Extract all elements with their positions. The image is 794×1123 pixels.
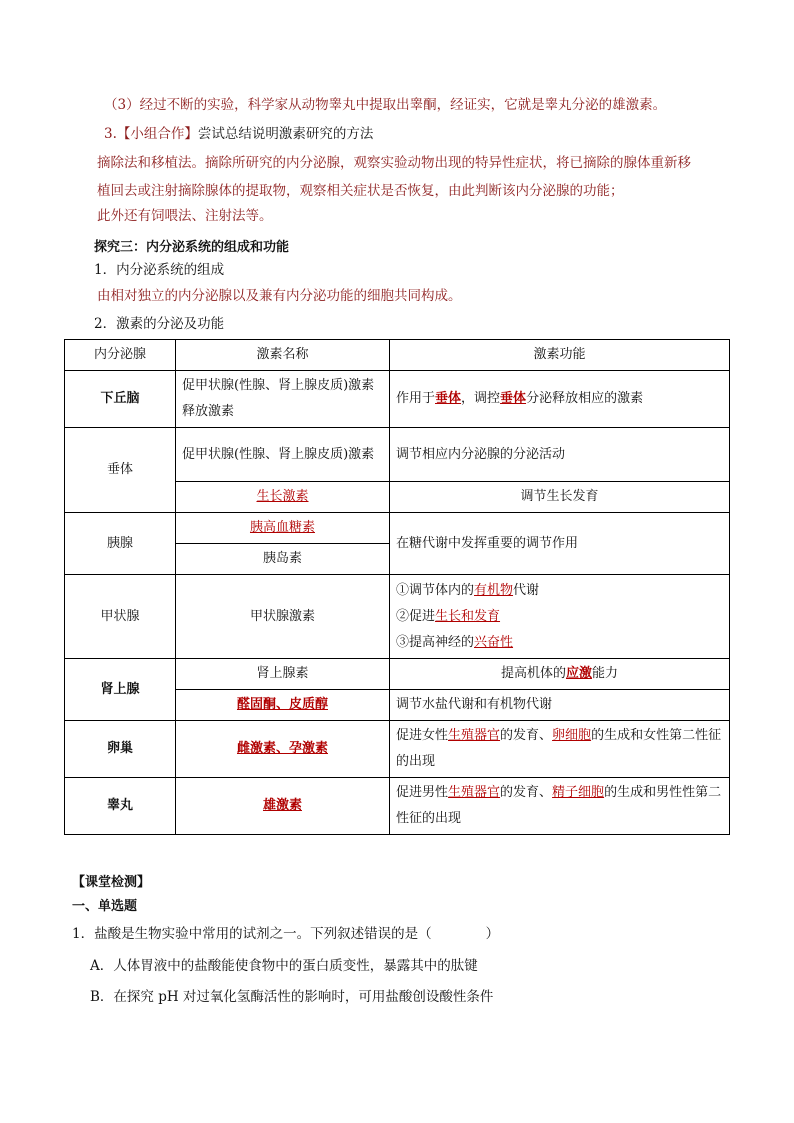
table-row-pancreas-1 bbox=[65, 513, 730, 544]
table-row-pituitary-1 bbox=[65, 428, 730, 482]
hormone-function-heading: 2．激素的分泌及功能 bbox=[94, 316, 225, 332]
answer-reproductive-organ: 生殖器官 bbox=[448, 785, 501, 800]
gland-hypothalamus: 下丘脑 bbox=[65, 371, 176, 428]
answer-growth-hormone: 生长激素 bbox=[256, 489, 309, 504]
answer-egg-cell: 卵细胞 bbox=[552, 728, 592, 743]
function-testis bbox=[390, 778, 730, 835]
function-thyroid bbox=[390, 575, 730, 659]
text-fragment: 的生成和男性性第二性征的出现 bbox=[396, 785, 722, 826]
quiz-heading: 【课堂检测】 bbox=[72, 875, 151, 890]
thyroid-function-1 bbox=[396, 578, 723, 604]
hormone-estrogen bbox=[176, 721, 390, 778]
method-answer-line2: 植回去或注射摘除腺体的提取物，观察相关症状是否恢复，由此判断该内分泌腺的功能； bbox=[97, 183, 624, 199]
text-fragment: ③提高神经的 bbox=[396, 634, 475, 650]
answer-organic: 有机物 bbox=[474, 582, 514, 598]
answer-reproductive-organ: 生殖器官 bbox=[448, 728, 501, 743]
question-1-option-b[interactable]: B．在探究 pH 对过氧化氢酶活性的影响时，可用盐酸创设酸性条件 bbox=[90, 989, 494, 1005]
gland-testis: 睾丸 bbox=[65, 778, 176, 835]
function-growth: 调节生长发育 bbox=[390, 482, 730, 513]
quiz-section-single-choice: 一、单选题 bbox=[72, 899, 138, 914]
hormone-growth bbox=[176, 482, 390, 513]
question-1-option-a[interactable]: A．人体胃液中的盐酸能使食物中的蛋白质变性，暴露其中的肽键 bbox=[90, 958, 478, 974]
table-row-ovary bbox=[65, 721, 730, 778]
text-fragment: 的发育、 bbox=[500, 785, 553, 800]
group-task-text: 尝试总结说明激素研究的方法 bbox=[197, 126, 374, 142]
table-row-testis bbox=[65, 778, 730, 835]
gland-adrenal: 肾上腺 bbox=[65, 659, 176, 721]
text-fragment: ，调控 bbox=[461, 391, 501, 406]
gland-pancreas: 胰腺 bbox=[65, 513, 176, 575]
gland-ovary: 卵巢 bbox=[65, 721, 176, 778]
thyroid-function-3 bbox=[396, 630, 723, 656]
text-fragment: 能力 bbox=[592, 666, 619, 681]
composition-heading: 1．内分泌系统的组成 bbox=[94, 262, 225, 278]
gland-pituitary: 垂体 bbox=[65, 428, 176, 513]
composition-answer: 由相对独立的内分泌腺以及兼有内分泌功能的细胞共同构成。 bbox=[97, 288, 462, 304]
answer-pituitary-1: 垂体 bbox=[435, 391, 462, 406]
method-answer-line3: 此外还有饲喂法、注射法等。 bbox=[97, 208, 273, 224]
group-task-number: 3. bbox=[104, 126, 117, 142]
answer-estrogen: 雌激素、孕激素 bbox=[236, 741, 328, 756]
inquiry-three-title: 探究三：内分泌系统的组成和功能 bbox=[94, 240, 290, 255]
text-fragment: 促进女性 bbox=[396, 728, 449, 743]
text-fragment: 的发育、 bbox=[500, 728, 553, 743]
answer-androgen: 雄激素 bbox=[262, 798, 302, 813]
text-fragment: 的生成和女性第二性征的出现 bbox=[396, 728, 722, 769]
table-row-adrenal-1 bbox=[65, 659, 730, 690]
function-corticoids: 调节水盐代谢和有机物代谢 bbox=[390, 690, 730, 721]
gland-thyroid: 甲状腺 bbox=[65, 575, 176, 659]
function-tropic: 调节相应内分泌腺的分泌活动 bbox=[390, 428, 730, 482]
text-fragment: ②促进 bbox=[396, 608, 436, 624]
group-task-heading bbox=[104, 124, 373, 144]
answer-stress: 应激 bbox=[565, 666, 592, 681]
header-gland: 内分泌腺 bbox=[65, 340, 176, 371]
function-ovary bbox=[390, 721, 730, 778]
hormone-corticoids bbox=[176, 690, 390, 721]
answer-excitability: 兴奋性 bbox=[474, 634, 514, 650]
hormone-androgen bbox=[176, 778, 390, 835]
answer-pituitary-2: 垂体 bbox=[500, 391, 527, 406]
table-row-hypothalamus bbox=[65, 371, 730, 428]
group-task-tag: 【小组合作】 bbox=[116, 126, 198, 142]
hormone-adrenaline: 肾上腺素 bbox=[176, 659, 390, 690]
text-fragment: 促进男性 bbox=[396, 785, 449, 800]
table-row-thyroid bbox=[65, 575, 730, 659]
question-1: 1．盐酸是生物实验中常用的试剂之一。下列叙述错误的是（ ） bbox=[72, 926, 500, 942]
answer-growth-development: 生长和发育 bbox=[435, 608, 501, 624]
table-header-row bbox=[65, 340, 730, 371]
answer-corticoids: 醛固酮、皮质醇 bbox=[236, 697, 328, 712]
header-function: 激素功能 bbox=[390, 340, 730, 371]
hormone-tropic: 促甲状腺(性腺、肾上腺皮质)激素 bbox=[176, 428, 390, 482]
experiment-conclusion: （3）经过不断的实验，科学家从动物睾丸中提取出睾酮，经证实，它就是睾丸分泌的雄激素。 bbox=[104, 97, 667, 113]
text-fragment: 作用于 bbox=[396, 391, 436, 406]
hormone-table bbox=[64, 339, 730, 835]
thyroid-function-2 bbox=[396, 604, 723, 630]
hormone-releasing: 促甲状腺(性腺、肾上腺皮质)激素释放激素 bbox=[176, 371, 390, 428]
function-adrenaline bbox=[390, 659, 730, 690]
function-pancreas: 在糖代谢中发挥重要的调节作用 bbox=[390, 513, 730, 575]
hormone-insulin: 胰岛素 bbox=[176, 544, 390, 575]
hormone-thyroxine: 甲状腺激素 bbox=[176, 575, 390, 659]
text-fragment: ①调节体内的 bbox=[396, 582, 475, 598]
hormone-glucagon bbox=[176, 513, 390, 544]
text-fragment: 提高机体的 bbox=[500, 666, 566, 681]
method-answer-line1: 摘除法和移植法。摘除所研究的内分泌腺，观察实验动物出现的特异性症状，将已摘除的腺体重新移 bbox=[97, 155, 691, 171]
text-fragment: 代谢 bbox=[513, 582, 540, 598]
text-fragment: 分泌释放相应的激素 bbox=[526, 391, 644, 406]
answer-sperm-cell: 精子细胞 bbox=[552, 785, 605, 800]
function-hypothalamus bbox=[390, 371, 730, 428]
header-hormone: 激素名称 bbox=[176, 340, 390, 371]
answer-glucagon: 胰高血糖素 bbox=[249, 520, 315, 535]
